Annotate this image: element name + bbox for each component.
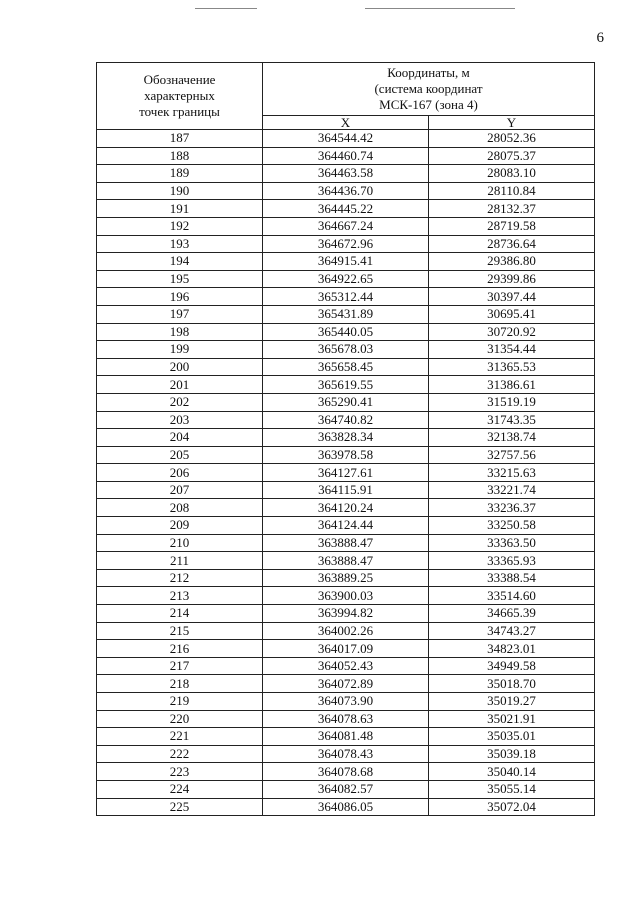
y-coordinate-cell: 31365.53 <box>429 358 595 376</box>
point-id-cell: 197 <box>97 305 263 323</box>
x-coordinate-cell: 364460.74 <box>263 147 429 165</box>
coordinates-header <box>263 63 595 116</box>
y-coordinate-cell: 32138.74 <box>429 429 595 447</box>
x-coordinate-cell: 364052.43 <box>263 657 429 675</box>
y-coordinate-cell: 35018.70 <box>429 675 595 693</box>
y-coordinate-cell: 28083.10 <box>429 165 595 183</box>
y-coordinate-cell: 31519.19 <box>429 393 595 411</box>
table-row <box>97 130 595 148</box>
table-row <box>97 235 595 253</box>
table-row <box>97 270 595 288</box>
table-row <box>97 288 595 306</box>
table-row <box>97 341 595 359</box>
x-coordinate-cell: 363978.58 <box>263 446 429 464</box>
point-id-cell: 207 <box>97 481 263 499</box>
y-coordinate-cell: 35055.14 <box>429 780 595 798</box>
x-coordinate-cell: 364078.68 <box>263 763 429 781</box>
point-id-cell: 193 <box>97 235 263 253</box>
table-row <box>97 253 595 271</box>
y-coordinate-cell: 29386.80 <box>429 253 595 271</box>
point-id-cell: 219 <box>97 693 263 711</box>
y-coordinate-cell: 33221.74 <box>429 481 595 499</box>
y-coordinate-cell: 34665.39 <box>429 605 595 623</box>
point-id-cell: 201 <box>97 376 263 394</box>
x-coordinate-cell: 365431.89 <box>263 305 429 323</box>
y-coordinate-cell: 35039.18 <box>429 745 595 763</box>
table-row <box>97 763 595 781</box>
x-coordinate-cell: 364672.96 <box>263 235 429 253</box>
table-row <box>97 640 595 658</box>
y-coordinate-cell: 35021.91 <box>429 710 595 728</box>
coordinates-table <box>96 62 595 816</box>
point-id-cell: 210 <box>97 534 263 552</box>
point-id-cell: 187 <box>97 130 263 148</box>
y-coordinate-cell: 34743.27 <box>429 622 595 640</box>
table-row <box>97 710 595 728</box>
x-coordinate-cell: 364120.24 <box>263 499 429 517</box>
point-id-cell: 213 <box>97 587 263 605</box>
x-coordinate-cell: 364445.22 <box>263 200 429 218</box>
x-coordinate-cell: 364082.57 <box>263 780 429 798</box>
x-coordinate-cell: 363888.47 <box>263 534 429 552</box>
point-id-cell: 188 <box>97 147 263 165</box>
point-id-cell: 211 <box>97 552 263 570</box>
point-id-cell: 223 <box>97 763 263 781</box>
x-coordinate-cell: 364124.44 <box>263 517 429 535</box>
point-id-cell: 212 <box>97 569 263 587</box>
x-coordinate-cell: 364086.05 <box>263 798 429 816</box>
table-row <box>97 217 595 235</box>
table-row <box>97 675 595 693</box>
table-row <box>97 605 595 623</box>
x-coordinate-cell: 363828.34 <box>263 429 429 447</box>
x-coordinate-cell: 364667.24 <box>263 217 429 235</box>
y-coordinate-cell: 35040.14 <box>429 763 595 781</box>
x-coordinate-cell: 364436.70 <box>263 182 429 200</box>
table-row <box>97 323 595 341</box>
table-row <box>97 745 595 763</box>
y-coordinate-cell: 33236.37 <box>429 499 595 517</box>
point-id-cell: 191 <box>97 200 263 218</box>
point-id-cell: 217 <box>97 657 263 675</box>
point-id-cell: 209 <box>97 517 263 535</box>
table-row <box>97 780 595 798</box>
y-coordinate-cell: 31743.35 <box>429 411 595 429</box>
y-coordinate-cell: 34823.01 <box>429 640 595 658</box>
table-row <box>97 411 595 429</box>
x-coordinate-cell: 363900.03 <box>263 587 429 605</box>
table-row <box>97 657 595 675</box>
table-row <box>97 429 595 447</box>
y-coordinate-cell: 35072.04 <box>429 798 595 816</box>
y-coordinate-cell: 31386.61 <box>429 376 595 394</box>
table-row <box>97 798 595 816</box>
y-coordinate-cell: 34949.58 <box>429 657 595 675</box>
table-row <box>97 569 595 587</box>
y-coordinate-cell: 29399.86 <box>429 270 595 288</box>
table-row <box>97 517 595 535</box>
point-id-cell: 215 <box>97 622 263 640</box>
header-line: характерных <box>144 88 215 103</box>
point-id-cell: 214 <box>97 605 263 623</box>
y-coordinate-cell: 35019.27 <box>429 693 595 711</box>
point-id-cell: 206 <box>97 464 263 482</box>
point-id-cell: 225 <box>97 798 263 816</box>
x-coordinate-cell: 364544.42 <box>263 130 429 148</box>
point-id-cell: 196 <box>97 288 263 306</box>
x-coordinate-cell: 363889.25 <box>263 569 429 587</box>
point-id-cell: 192 <box>97 217 263 235</box>
table-row <box>97 728 595 746</box>
table-row <box>97 376 595 394</box>
y-coordinate-cell: 31354.44 <box>429 341 595 359</box>
y-coordinate-cell: 33250.58 <box>429 517 595 535</box>
table-row <box>97 622 595 640</box>
table-row <box>97 693 595 711</box>
header-line: МСК-167 (зона 4) <box>379 97 478 112</box>
table-row <box>97 534 595 552</box>
x-coordinate-cell: 364127.61 <box>263 464 429 482</box>
x-coordinate-cell: 363888.47 <box>263 552 429 570</box>
header-line: Обозначение <box>143 72 216 87</box>
header-line: (система координат <box>374 81 483 96</box>
point-id-cell: 194 <box>97 253 263 271</box>
point-id-cell: 198 <box>97 323 263 341</box>
x-coordinate-cell: 364081.48 <box>263 728 429 746</box>
x-coordinate-cell: 365678.03 <box>263 341 429 359</box>
point-id-cell: 218 <box>97 675 263 693</box>
page-number: 6 <box>596 30 604 46</box>
x-coordinate-cell: 364922.65 <box>263 270 429 288</box>
y-coordinate-cell: 28736.64 <box>429 235 595 253</box>
header-line: Координаты, м <box>387 65 470 80</box>
point-id-cell: 221 <box>97 728 263 746</box>
point-id-cell: 208 <box>97 499 263 517</box>
y-coordinate-cell: 32757.56 <box>429 446 595 464</box>
y-coordinate-cell: 28719.58 <box>429 217 595 235</box>
table-row <box>97 464 595 482</box>
y-coordinate-cell: 28110.84 <box>429 182 595 200</box>
point-id-cell: 204 <box>97 429 263 447</box>
point-id-cell: 224 <box>97 780 263 798</box>
y-coordinate-cell: 30695.41 <box>429 305 595 323</box>
x-coordinate-cell: 365440.05 <box>263 323 429 341</box>
x-coordinate-cell: 364002.26 <box>263 622 429 640</box>
point-id-cell: 195 <box>97 270 263 288</box>
y-coordinate-cell: 33365.93 <box>429 552 595 570</box>
y-coordinate-cell: 28132.37 <box>429 200 595 218</box>
x-coordinate-cell: 365658.45 <box>263 358 429 376</box>
y-coordinate-cell: 33388.54 <box>429 569 595 587</box>
x-coordinate-cell: 364017.09 <box>263 640 429 658</box>
table-row <box>97 200 595 218</box>
point-id-cell: 202 <box>97 393 263 411</box>
point-id-cell: 222 <box>97 745 263 763</box>
table-row <box>97 165 595 183</box>
point-designation-header <box>97 63 263 130</box>
x-coordinate-cell: 364740.82 <box>263 411 429 429</box>
y-coordinate-cell: 30397.44 <box>429 288 595 306</box>
table-row <box>97 499 595 517</box>
x-coordinate-cell: 364078.63 <box>263 710 429 728</box>
x-coordinate-cell: 364072.89 <box>263 675 429 693</box>
x-coordinate-cell: 364073.90 <box>263 693 429 711</box>
y-coordinate-cell: 30720.92 <box>429 323 595 341</box>
point-id-cell: 220 <box>97 710 263 728</box>
y-column-header: Y <box>429 116 595 130</box>
x-coordinate-cell: 364078.43 <box>263 745 429 763</box>
table-row <box>97 481 595 499</box>
scan-artifact-line <box>195 8 525 12</box>
y-coordinate-cell: 35035.01 <box>429 728 595 746</box>
point-id-cell: 199 <box>97 341 263 359</box>
y-coordinate-cell: 33514.60 <box>429 587 595 605</box>
point-id-cell: 203 <box>97 411 263 429</box>
point-id-cell: 200 <box>97 358 263 376</box>
point-id-cell: 205 <box>97 446 263 464</box>
y-coordinate-cell: 28052.36 <box>429 130 595 148</box>
x-coordinate-cell: 364463.58 <box>263 165 429 183</box>
point-id-cell: 216 <box>97 640 263 658</box>
y-coordinate-cell: 33215.63 <box>429 464 595 482</box>
y-coordinate-cell: 28075.37 <box>429 147 595 165</box>
table-body <box>97 130 595 816</box>
table-row <box>97 393 595 411</box>
x-coordinate-cell: 365619.55 <box>263 376 429 394</box>
point-id-cell: 190 <box>97 182 263 200</box>
x-coordinate-cell: 365290.41 <box>263 393 429 411</box>
table-row <box>97 147 595 165</box>
table-row <box>97 305 595 323</box>
table-row <box>97 552 595 570</box>
header-line: точек границы <box>139 104 220 119</box>
x-coordinate-cell: 364915.41 <box>263 253 429 271</box>
table-row <box>97 587 595 605</box>
x-coordinate-cell: 363994.82 <box>263 605 429 623</box>
table-row <box>97 182 595 200</box>
table-row <box>97 446 595 464</box>
x-coordinate-cell: 365312.44 <box>263 288 429 306</box>
table-row <box>97 358 595 376</box>
y-coordinate-cell: 33363.50 <box>429 534 595 552</box>
x-coordinate-cell: 364115.91 <box>263 481 429 499</box>
point-id-cell: 189 <box>97 165 263 183</box>
x-column-header: X <box>263 116 429 130</box>
